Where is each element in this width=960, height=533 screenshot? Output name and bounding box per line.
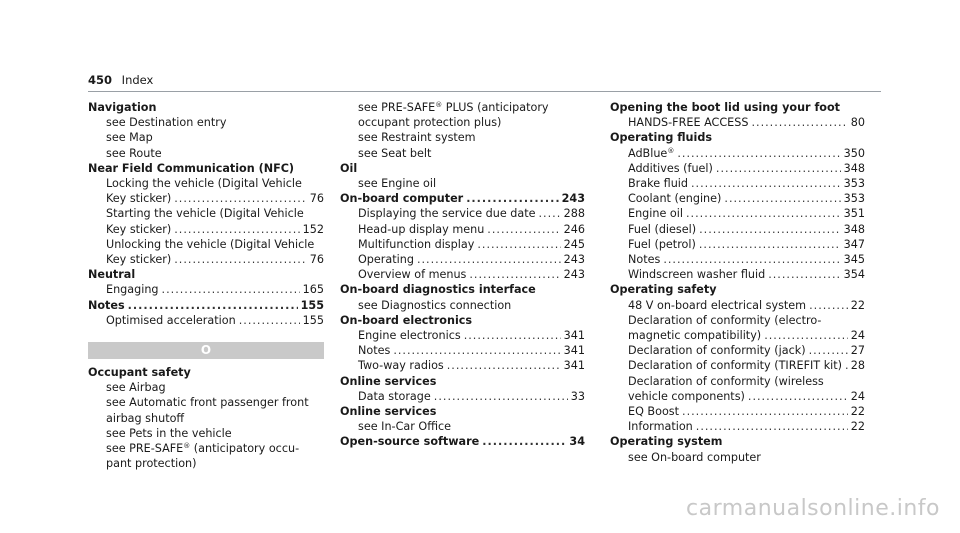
sub-entry: see Seat belt xyxy=(358,146,432,160)
dot-leader xyxy=(682,404,848,419)
page-ref: 28 xyxy=(850,359,865,373)
sub-entry xyxy=(610,358,865,373)
entry-text: Brake fluid xyxy=(628,177,688,191)
page-ref: 24 xyxy=(850,389,865,403)
page-ref: 354 xyxy=(843,268,865,282)
sub-entry: see Engine oil xyxy=(358,177,437,191)
page-ref: 341 xyxy=(563,329,585,343)
entry-text: Engaging xyxy=(106,283,159,297)
index-entry xyxy=(340,161,585,191)
entry-text: Fuel (diesel) xyxy=(628,222,697,236)
sub-entry: see In-Car Office xyxy=(358,420,452,434)
letter-divider: O xyxy=(88,342,324,359)
entry-text: Key sticker) xyxy=(106,253,172,267)
sub-entry xyxy=(88,191,324,206)
entry-text: Notes xyxy=(88,298,125,312)
dot-leader xyxy=(174,222,299,237)
index-entry xyxy=(610,282,865,434)
entry-text: Fuel (petrol) xyxy=(628,237,696,251)
dot-leader xyxy=(174,191,307,206)
sub-entry: see Restraint system xyxy=(358,131,476,145)
page-ref: 22 xyxy=(850,298,865,312)
entry-heading: Opening the boot lid using your foot xyxy=(610,101,841,114)
dot-leader xyxy=(764,328,848,343)
dot-leader xyxy=(464,328,561,343)
sub-entry xyxy=(340,343,585,358)
page-ref: 80 xyxy=(850,116,865,130)
sub-entry xyxy=(610,115,865,130)
dot-leader xyxy=(677,146,840,161)
index-entry xyxy=(610,130,865,282)
sub-entry xyxy=(610,419,865,434)
sub-entry xyxy=(610,146,865,161)
sub-entry xyxy=(340,252,585,267)
dot-leader xyxy=(691,176,841,191)
entry-text: magnetic compatibility) xyxy=(628,329,762,343)
dot-leader xyxy=(128,298,298,313)
entry-text: On-board computer xyxy=(340,192,464,206)
index-entry xyxy=(88,298,324,328)
entry-heading: Operating fluids xyxy=(610,131,712,145)
index-entry xyxy=(340,191,585,282)
dot-leader xyxy=(809,298,848,313)
dot-leader xyxy=(162,282,300,297)
entry-text: Displaying the service due date xyxy=(358,207,536,221)
sub-entry: see Airbag xyxy=(106,381,166,395)
index-column-2 xyxy=(340,100,585,450)
sub-entry: pant protection) xyxy=(106,457,197,471)
page-ref: 165 xyxy=(302,283,324,297)
sub-entry xyxy=(610,222,865,237)
index-entry xyxy=(88,267,324,297)
page-ref: 341 xyxy=(563,359,585,373)
entry-heading: Neutral xyxy=(88,268,136,282)
index-column-1 xyxy=(88,100,324,471)
entry-heading xyxy=(340,434,585,449)
index-column-3 xyxy=(610,100,865,465)
index-entry xyxy=(340,374,585,404)
entry-text: Information xyxy=(628,420,693,434)
dot-leader xyxy=(539,206,561,221)
entry-heading xyxy=(88,298,324,313)
sub-entry: Unlocking the vehicle (Digital Vehicle xyxy=(106,237,315,251)
sub-entry xyxy=(340,267,585,282)
sub-entry xyxy=(610,267,865,282)
dot-leader xyxy=(699,237,841,252)
sub-entry xyxy=(88,222,324,237)
sub-entry xyxy=(610,389,865,404)
entry-heading: Operating system xyxy=(610,435,723,449)
entry-text: EQ Boost xyxy=(628,405,680,419)
sub-entry: see Route xyxy=(106,146,162,160)
sub-entry xyxy=(340,389,585,404)
dot-leader xyxy=(487,222,560,237)
entry-text: Two-way radios xyxy=(358,359,444,373)
dot-leader xyxy=(768,267,840,282)
dot-leader xyxy=(751,115,847,130)
sub-entry xyxy=(610,237,865,252)
dot-leader xyxy=(845,358,848,373)
sub-entry xyxy=(610,252,865,267)
page-ref: 76 xyxy=(309,253,324,267)
sub-entry: Locking the vehicle (Digital Vehicle xyxy=(106,177,302,191)
sub-entry xyxy=(610,191,865,206)
sub-entry: see PRE-SAFE® (anticipatory occu- xyxy=(106,442,300,456)
page-ref: 345 xyxy=(843,253,865,267)
sub-entry: see PRE-SAFE® PLUS (anticipatory xyxy=(358,101,549,114)
sub-entry xyxy=(610,176,865,191)
page-number: 450 xyxy=(88,73,113,87)
index-entry xyxy=(88,100,324,161)
dot-leader xyxy=(447,358,561,373)
entry-text: Optimised acceleration xyxy=(106,313,236,327)
dot-leader xyxy=(393,343,560,358)
sub-entry xyxy=(610,298,865,313)
entry-text: Declaration of conformity (TIREFIT kit) xyxy=(628,359,843,373)
sub-entry: Starting the vehicle (Digital Vehicle xyxy=(106,207,304,221)
page-header xyxy=(88,73,153,87)
dot-leader xyxy=(699,222,841,237)
page-ref: 27 xyxy=(850,344,865,358)
sub-entry xyxy=(610,206,865,221)
sub-entry xyxy=(340,328,585,343)
entry-text: Data storage xyxy=(358,389,431,403)
entry-text: 48 V on-board electrical system xyxy=(628,298,807,312)
entry-text: Additives (fuel) xyxy=(628,161,713,175)
index-entry xyxy=(340,282,585,312)
sub-entry xyxy=(340,237,585,252)
entry-text: Open-source software xyxy=(340,435,480,449)
index-entry xyxy=(88,161,324,267)
dot-leader xyxy=(686,206,841,221)
dot-leader xyxy=(434,389,568,404)
entry-text: Windscreen washer fluid xyxy=(628,268,766,282)
entry-text: Engine oil xyxy=(628,207,683,221)
sub-entry: see On-board computer xyxy=(628,450,761,464)
page-ref: 348 xyxy=(843,222,865,236)
entry-text: AdBlue® xyxy=(628,146,675,160)
page-ref: 155 xyxy=(302,313,324,327)
sub-entry xyxy=(88,282,324,297)
entry-text: Engine electronics xyxy=(358,329,461,343)
dot-leader xyxy=(696,419,848,434)
page-ref: 245 xyxy=(563,237,585,251)
page-ref: 288 xyxy=(563,207,585,221)
page-ref: 353 xyxy=(843,177,865,191)
sub-entry: see Pets in the vehicle xyxy=(106,426,232,440)
entry-heading: Near Field Communication (NFC) xyxy=(88,161,295,175)
index-entry xyxy=(88,365,324,471)
page-ref: 24 xyxy=(850,329,865,343)
dot-leader xyxy=(466,191,558,206)
sub-entry: see Automatic front passenger front xyxy=(106,396,309,410)
page-ref: 152 xyxy=(302,222,324,236)
entry-heading xyxy=(340,191,585,206)
entry-text: Operating xyxy=(358,253,414,267)
sub-entry xyxy=(610,404,865,419)
dot-leader xyxy=(748,389,848,404)
page-ref: 155 xyxy=(300,298,324,312)
page-ref: 341 xyxy=(563,344,585,358)
index-entry xyxy=(340,404,585,434)
sub-entry xyxy=(340,358,585,373)
page-ref: 33 xyxy=(570,389,585,403)
index-entry xyxy=(340,313,585,374)
sub-entry xyxy=(340,206,585,221)
dot-leader xyxy=(417,252,561,267)
dot-leader xyxy=(663,252,840,267)
section-title: Index xyxy=(121,73,154,87)
page-ref: 22 xyxy=(850,420,865,434)
page-ref: 243 xyxy=(563,253,585,267)
page-ref: 353 xyxy=(843,192,865,206)
sub-entry xyxy=(88,252,324,267)
entry-text: Declaration of conformity (jack) xyxy=(628,344,806,358)
dot-leader xyxy=(724,191,840,206)
page-ref: 350 xyxy=(843,146,865,160)
entry-text: Notes xyxy=(628,253,661,267)
dot-leader xyxy=(239,313,300,328)
dot-leader xyxy=(716,161,841,176)
index-entry xyxy=(610,434,865,464)
sub-entry xyxy=(340,222,585,237)
entry-heading: Oil xyxy=(340,161,358,175)
sub-entry: see Diagnostics connection xyxy=(358,298,512,312)
sub-entry xyxy=(610,328,865,343)
page-ref: 348 xyxy=(843,161,865,175)
entry-heading: Online services xyxy=(340,405,437,419)
sub-entry: occupant protection plus) xyxy=(358,116,502,130)
entry-text: Notes xyxy=(358,344,391,358)
entry-text: Key sticker) xyxy=(106,222,172,236)
entry-heading: Occupant safety xyxy=(88,366,191,380)
entry-text: Coolant (engine) xyxy=(628,192,722,206)
page-ref: 22 xyxy=(850,405,865,419)
entry-text: vehicle components) xyxy=(628,389,745,403)
sub-entry: airbag shutoff xyxy=(106,411,185,425)
sub-entry: Declaration of conformity (wireless xyxy=(628,374,824,388)
entry-heading: On-board diagnostics interface xyxy=(340,283,536,297)
entry-text: Overview of menus xyxy=(358,268,467,282)
dot-leader xyxy=(469,267,560,282)
entry-heading: Operating safety xyxy=(610,283,717,297)
page-ref: 246 xyxy=(563,222,585,236)
sub-entry: Declaration of conformity (electro- xyxy=(628,313,822,327)
page-ref: 351 xyxy=(843,207,865,221)
sub-entry xyxy=(88,313,324,328)
header-divider xyxy=(88,91,881,92)
dot-leader xyxy=(809,343,848,358)
entry-heading: Navigation xyxy=(88,101,157,114)
sub-entry xyxy=(610,343,865,358)
index-entry xyxy=(610,100,865,130)
dot-leader xyxy=(477,237,560,252)
page-ref: 34 xyxy=(569,435,585,449)
watermark: carmanualsonline.info xyxy=(686,496,940,521)
page-ref: 243 xyxy=(561,192,585,206)
sub-entry: see Map xyxy=(106,131,153,145)
entry-heading: Online services xyxy=(340,374,437,388)
sub-entry: see Destination entry xyxy=(106,116,227,130)
dot-leader xyxy=(174,252,307,267)
page-ref: 243 xyxy=(563,268,585,282)
entry-text: Key sticker) xyxy=(106,192,172,206)
entry-text: Multifunction display xyxy=(358,237,475,251)
page-ref: 347 xyxy=(843,237,865,251)
entry-text: Head-up display menu xyxy=(358,222,485,236)
dot-leader xyxy=(482,434,566,449)
sub-entry xyxy=(610,161,865,176)
index-entry xyxy=(340,434,585,449)
entry-heading: On-board electronics xyxy=(340,313,473,327)
page-ref: 76 xyxy=(309,192,324,206)
entry-text: HANDS-FREE ACCESS xyxy=(628,116,749,130)
